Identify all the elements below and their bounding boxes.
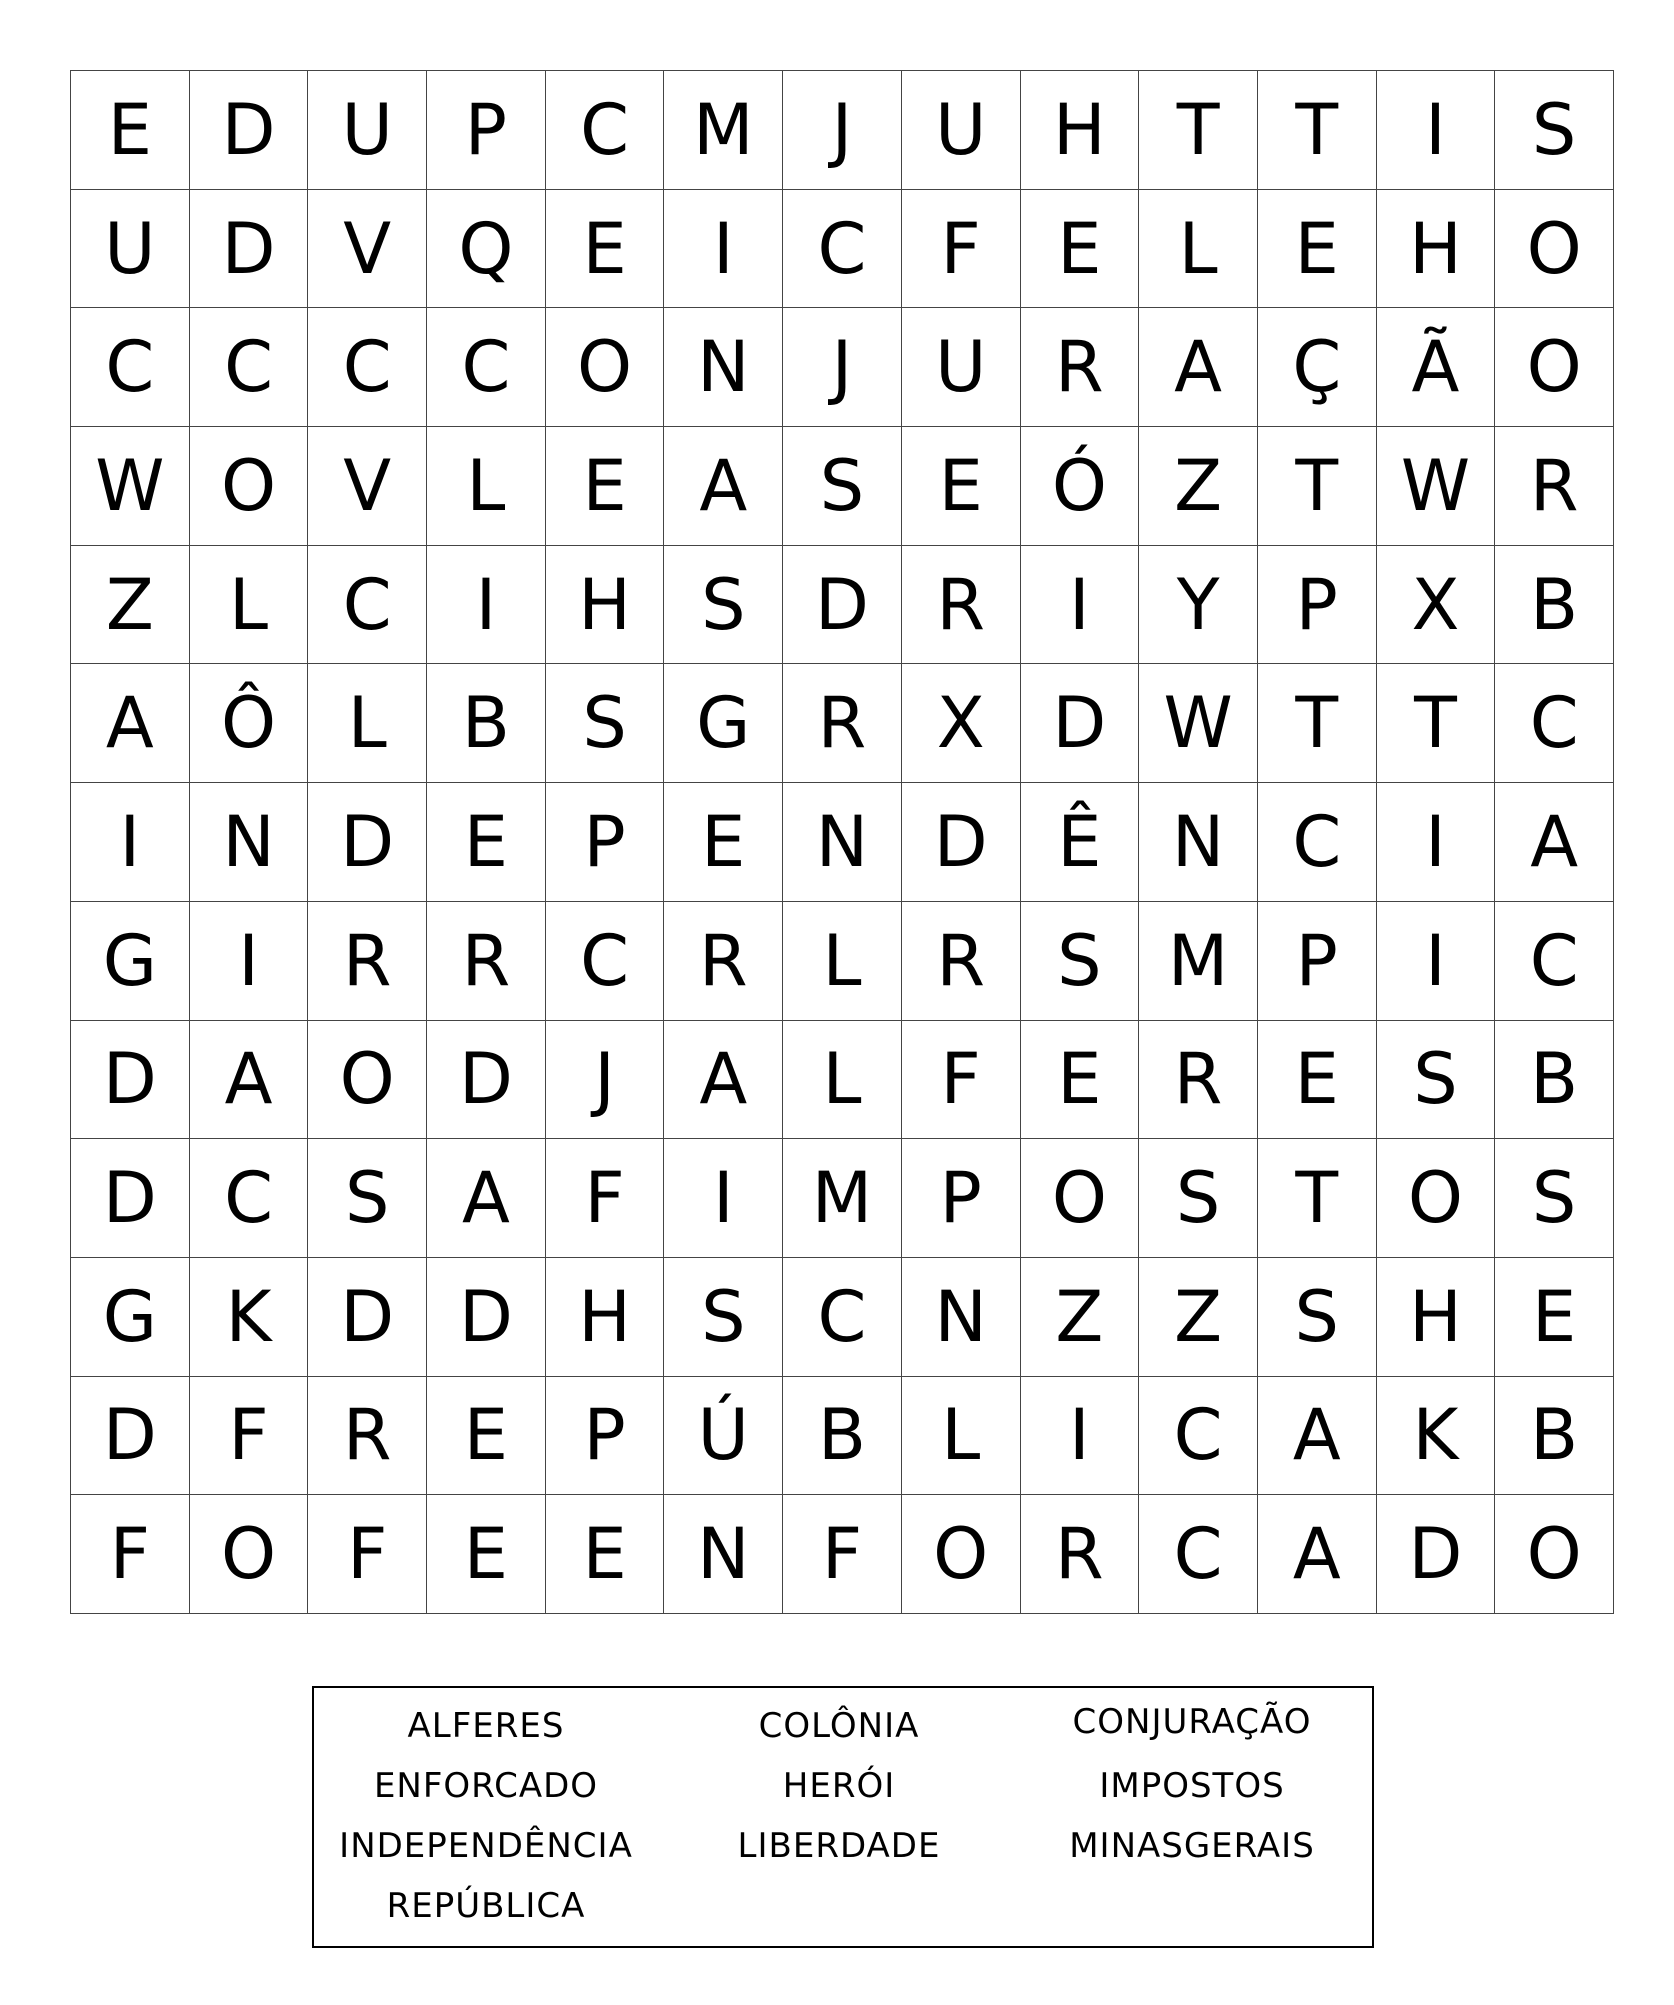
grid-cell[interactable]: A <box>1258 1377 1377 1496</box>
grid-cell[interactable]: I <box>71 783 190 902</box>
grid-cell[interactable]: F <box>308 1495 427 1614</box>
grid-cell[interactable]: K <box>1377 1377 1496 1496</box>
grid-cell[interactable]: O <box>1495 1495 1614 1614</box>
grid-cell[interactable]: Z <box>71 546 190 665</box>
grid-cell[interactable]: E <box>427 1495 546 1614</box>
grid-cell[interactable]: H <box>1377 1258 1496 1377</box>
grid-cell[interactable]: R <box>1021 308 1140 427</box>
grid-cell[interactable]: B <box>1495 1021 1614 1140</box>
grid-cell[interactable]: Ã <box>1377 308 1496 427</box>
grid-cell[interactable]: C <box>1258 783 1377 902</box>
grid-cell[interactable]: H <box>546 546 665 665</box>
grid-cell[interactable]: D <box>427 1258 546 1377</box>
grid-cell[interactable]: A <box>1139 308 1258 427</box>
grid-cell[interactable]: F <box>902 1021 1021 1140</box>
grid-cell[interactable]: E <box>1258 1021 1377 1140</box>
grid-cell[interactable]: C <box>1495 902 1614 1021</box>
word-list-item: COLÔNIA <box>758 1706 920 1746</box>
grid-cell[interactable]: D <box>308 783 427 902</box>
grid-cell[interactable]: M <box>1139 902 1258 1021</box>
grid-cell[interactable]: H <box>1021 71 1140 190</box>
grid-cell[interactable]: T <box>1258 71 1377 190</box>
grid-cell[interactable]: D <box>190 71 309 190</box>
word-list-item: ENFORCADO <box>373 1766 599 1806</box>
grid-cell[interactable]: I <box>1021 546 1140 665</box>
grid-cell[interactable]: L <box>783 902 902 1021</box>
grid-cell[interactable]: O <box>190 427 309 546</box>
grid-cell[interactable]: T <box>1258 664 1377 783</box>
grid-cell[interactable]: E <box>71 71 190 190</box>
grid-cell[interactable]: P <box>546 1377 665 1496</box>
word-search-grid <box>70 70 1614 1614</box>
grid-cell[interactable]: D <box>308 1258 427 1377</box>
grid-cell[interactable]: N <box>783 783 902 902</box>
grid-cell[interactable]: I <box>664 1139 783 1258</box>
grid-cell[interactable]: D <box>427 1021 546 1140</box>
grid-cell[interactable]: D <box>902 783 1021 902</box>
grid-cell[interactable]: R <box>902 546 1021 665</box>
grid-cell[interactable]: E <box>1495 1258 1614 1377</box>
grid-cell[interactable]: O <box>1021 1139 1140 1258</box>
grid-cell[interactable]: L <box>902 1377 1021 1496</box>
grid-cell[interactable]: C <box>783 1258 902 1377</box>
grid-cell[interactable]: S <box>664 1258 783 1377</box>
grid-cell[interactable]: T <box>1139 71 1258 190</box>
grid-cell[interactable]: R <box>308 1377 427 1496</box>
grid-cell[interactable]: E <box>1021 1021 1140 1140</box>
grid-cell[interactable]: E <box>546 427 665 546</box>
grid-cell[interactable]: X <box>1377 546 1496 665</box>
grid-cell[interactable]: I <box>1377 783 1496 902</box>
grid-cell[interactable]: S <box>1495 1139 1614 1258</box>
grid-cell[interactable]: P <box>1258 546 1377 665</box>
grid-cell[interactable]: L <box>1139 190 1258 309</box>
grid-cell[interactable]: W <box>1139 664 1258 783</box>
grid-cell[interactable]: N <box>1139 783 1258 902</box>
grid-cell[interactable]: L <box>308 664 427 783</box>
grid-cell[interactable]: R <box>902 902 1021 1021</box>
grid-cell[interactable]: G <box>71 902 190 1021</box>
grid-cell[interactable]: W <box>71 427 190 546</box>
grid-cell[interactable]: F <box>902 190 1021 309</box>
grid-cell[interactable]: O <box>546 308 665 427</box>
grid-cell[interactable]: S <box>664 546 783 665</box>
grid-cell[interactable]: L <box>427 427 546 546</box>
grid-cell[interactable]: U <box>902 71 1021 190</box>
grid-cell[interactable]: L <box>783 1021 902 1140</box>
grid-cell[interactable]: D <box>71 1377 190 1496</box>
grid-cell[interactable]: F <box>546 1139 665 1258</box>
grid-cell[interactable]: R <box>664 902 783 1021</box>
grid-cell[interactable]: R <box>1495 427 1614 546</box>
grid-cell[interactable]: C <box>190 1139 309 1258</box>
grid-cell[interactable]: N <box>190 783 309 902</box>
grid-cell[interactable]: I <box>1377 71 1496 190</box>
grid-cell[interactable]: C <box>1139 1377 1258 1496</box>
grid-cell[interactable]: I <box>1377 902 1496 1021</box>
grid-cell[interactable]: J <box>783 308 902 427</box>
grid-cell[interactable]: Ó <box>1021 427 1140 546</box>
grid-cell[interactable]: B <box>783 1377 902 1496</box>
grid-cell[interactable]: S <box>1377 1021 1496 1140</box>
grid-cell[interactable]: F <box>783 1495 902 1614</box>
word-list-item: LIBERDADE <box>737 1826 941 1866</box>
grid-cell[interactable]: W <box>1377 427 1496 546</box>
grid-cell[interactable]: Z <box>1139 427 1258 546</box>
grid-cell[interactable]: C <box>427 308 546 427</box>
grid-cell[interactable]: F <box>71 1495 190 1614</box>
grid-cell[interactable]: C <box>71 308 190 427</box>
grid-cell[interactable]: T <box>1258 427 1377 546</box>
grid-cell[interactable]: V <box>308 427 427 546</box>
grid-cell[interactable]: G <box>664 664 783 783</box>
grid-cell[interactable]: Q <box>427 190 546 309</box>
grid-cell[interactable]: Ç <box>1258 308 1377 427</box>
grid-cell[interactable]: B <box>427 664 546 783</box>
grid-cell[interactable]: M <box>783 1139 902 1258</box>
grid-cell[interactable]: D <box>71 1021 190 1140</box>
grid-cell[interactable]: T <box>1258 1139 1377 1258</box>
word-list-item: INDEPENDÊNCIA <box>339 1826 633 1866</box>
grid-cell[interactable]: D <box>71 1139 190 1258</box>
grid-cell[interactable]: H <box>1377 190 1496 309</box>
grid-cell[interactable]: Ú <box>664 1377 783 1496</box>
grid-cell[interactable]: J <box>546 1021 665 1140</box>
grid-cell[interactable]: N <box>664 308 783 427</box>
grid-cell[interactable]: M <box>664 71 783 190</box>
grid-cell[interactable]: P <box>1258 902 1377 1021</box>
grid-cell[interactable]: F <box>190 1377 309 1496</box>
grid-cell[interactable]: R <box>427 902 546 1021</box>
grid-cell[interactable]: Ê <box>1021 783 1140 902</box>
grid-cell[interactable]: E <box>546 190 665 309</box>
grid-cell[interactable]: O <box>190 1495 309 1614</box>
grid-cell[interactable]: R <box>783 664 902 783</box>
grid-cell[interactable]: C <box>546 71 665 190</box>
word-list-item: MINASGERAIS <box>1069 1826 1315 1866</box>
grid-cell[interactable]: V <box>308 190 427 309</box>
grid-cell[interactable]: E <box>546 1495 665 1614</box>
grid-cell[interactable]: S <box>783 427 902 546</box>
grid-cell[interactable]: C <box>546 902 665 1021</box>
grid-cell[interactable]: S <box>1495 71 1614 190</box>
grid-cell[interactable]: R <box>308 902 427 1021</box>
word-list-item: IMPOSTOS <box>1099 1766 1285 1806</box>
grid-cell[interactable]: A <box>71 664 190 783</box>
grid-cell[interactable]: O <box>1377 1139 1496 1258</box>
grid-cell[interactable]: R <box>1021 1495 1140 1614</box>
grid-cell[interactable]: E <box>1021 190 1140 309</box>
grid-cell[interactable]: S <box>1258 1258 1377 1377</box>
grid-cell[interactable]: L <box>190 546 309 665</box>
grid-cell[interactable]: Y <box>1139 546 1258 665</box>
grid-cell[interactable]: E <box>427 1377 546 1496</box>
grid-cell[interactable]: E <box>664 783 783 902</box>
grid-cell[interactable]: X <box>902 664 1021 783</box>
grid-cell[interactable]: K <box>190 1258 309 1377</box>
grid-cell[interactable]: I <box>190 902 309 1021</box>
grid-cell[interactable]: I <box>664 190 783 309</box>
grid-cell[interactable]: U <box>71 190 190 309</box>
word-list-item: CONJURAÇÃO <box>1072 1702 1312 1742</box>
grid-cell[interactable]: A <box>427 1139 546 1258</box>
grid-cell[interactable]: A <box>664 427 783 546</box>
grid-cell[interactable]: I <box>1021 1377 1140 1496</box>
grid-cell[interactable]: D <box>783 546 902 665</box>
grid-cell[interactable]: C <box>1139 1495 1258 1614</box>
grid-cell[interactable]: P <box>902 1139 1021 1258</box>
grid-cell[interactable]: Z <box>1139 1258 1258 1377</box>
grid-cell[interactable]: S <box>546 664 665 783</box>
grid-cell[interactable]: G <box>71 1258 190 1377</box>
grid-cell[interactable]: U <box>902 308 1021 427</box>
grid-cell[interactable]: N <box>664 1495 783 1614</box>
word-list-item: REPÚBLICA <box>386 1886 586 1926</box>
grid-cell[interactable]: C <box>190 308 309 427</box>
grid-cell[interactable]: P <box>546 783 665 902</box>
grid-cell[interactable]: S <box>308 1139 427 1258</box>
grid-cell[interactable]: T <box>1377 664 1496 783</box>
grid-cell[interactable]: B <box>1495 1377 1614 1496</box>
grid-cell[interactable]: O <box>1495 190 1614 309</box>
word-list-item: HERÓI <box>782 1766 896 1806</box>
grid-cell[interactable]: C <box>308 546 427 665</box>
word-list-box <box>312 1686 1374 1948</box>
grid-cell[interactable]: O <box>1495 308 1614 427</box>
grid-cell[interactable]: Ô <box>190 664 309 783</box>
grid-cell[interactable]: C <box>308 308 427 427</box>
grid-cell[interactable]: E <box>902 427 1021 546</box>
grid-cell[interactable]: D <box>190 190 309 309</box>
grid-cell[interactable]: C <box>783 190 902 309</box>
grid-cell[interactable]: O <box>902 1495 1021 1614</box>
grid-cell[interactable]: A <box>190 1021 309 1140</box>
grid-cell[interactable]: E <box>1258 190 1377 309</box>
grid-cell[interactable]: Z <box>1021 1258 1140 1377</box>
grid-cell[interactable]: A <box>664 1021 783 1140</box>
grid-cell[interactable]: E <box>427 783 546 902</box>
grid-cell[interactable]: C <box>1495 664 1614 783</box>
grid-cell[interactable]: D <box>1377 1495 1496 1614</box>
grid-cell[interactable]: U <box>308 71 427 190</box>
grid-cell[interactable]: P <box>427 71 546 190</box>
grid-cell[interactable]: N <box>902 1258 1021 1377</box>
grid-cell[interactable]: H <box>546 1258 665 1377</box>
grid-cell[interactable]: O <box>308 1021 427 1140</box>
word-list-item: ALFERES <box>407 1706 565 1746</box>
grid-cell[interactable]: A <box>1495 783 1614 902</box>
grid-cell[interactable]: I <box>427 546 546 665</box>
grid-cell[interactable]: B <box>1495 546 1614 665</box>
grid-cell[interactable]: R <box>1139 1021 1258 1140</box>
grid-cell[interactable]: D <box>1021 664 1140 783</box>
grid-cell[interactable]: A <box>1258 1495 1377 1614</box>
grid-cell[interactable]: S <box>1021 902 1140 1021</box>
grid-cell[interactable]: S <box>1139 1139 1258 1258</box>
grid-cell[interactable]: J <box>783 71 902 190</box>
